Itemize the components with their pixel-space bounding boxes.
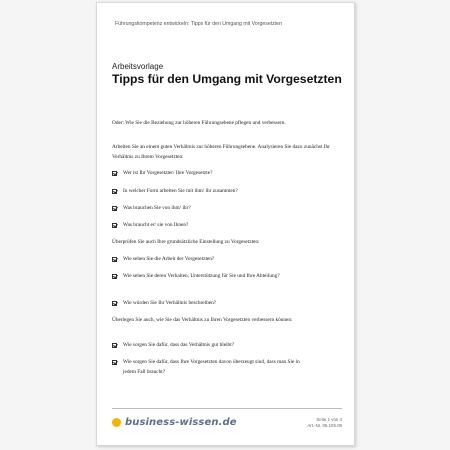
checkbox-icon xyxy=(112,189,117,194)
section-2-intro: Überprüfen Sie auch Ihre grundsätzliche Einstellung zu Vorgesetzten: xyxy=(112,239,260,245)
logo-dot-icon xyxy=(112,418,121,427)
page-info xyxy=(307,417,342,429)
logo-text: business-wissen.de xyxy=(125,417,237,428)
document-page xyxy=(96,2,355,446)
checklist-item: Wie würden Sie Ihr Verhältnis beschreiben? xyxy=(112,299,337,309)
checklist-item: Wie sorgen Sie dafür, dass Ihre Vorgesetzten davon überzeugt sind, dass man Sie in jedem Fall braucht? xyxy=(112,358,307,377)
intro-paragraph-2: Arbeiten Sie an einem guten Verhältnis zur höheren Führungsebene. Analysieren Sie dazu zunächst Ihr Verhältnis zu Ihrem Vorgesetzten: xyxy=(112,144,330,160)
checklist-item: Wie sorgen Sie dafür, dass das Verhältnis gut bleibt? xyxy=(112,341,337,351)
document-title: Tipps für den Umgang mit Vorgesetzten xyxy=(112,72,342,86)
footer-divider xyxy=(112,408,342,409)
article-number: Art.-Nr. 06.105.08 xyxy=(307,423,342,428)
checklist-item: Wie sehen Sie deren Verhalten, Unterstützung für Sie und Ihre Abteilung? xyxy=(112,272,282,282)
document-label: Arbeitsvorlage xyxy=(112,62,164,71)
checkbox-icon xyxy=(112,274,117,279)
intro-paragraph-1: Oder: Wie Sie die Beziehung zur höheren Führungsebene pflegen und verbessern. xyxy=(112,120,286,126)
checklist-item: Wie sehen Sie die Arbeit der Vorgesetzten? xyxy=(112,255,337,265)
page-number: Seite 1 von 4 xyxy=(316,417,342,422)
checkbox-icon xyxy=(112,301,117,306)
checklist-item: Was braucht er/ sie von Ihnen? xyxy=(112,221,337,231)
running-header: Führungskompetenz entwickeln: Tipps für den Umgang mit Vorgesetzten xyxy=(115,21,282,27)
section-3-intro: Überlegen Sie auch, wie Sie das Verhältnis zu Ihren Vorgesetzten verbessern können: xyxy=(112,317,293,323)
checkbox-icon xyxy=(112,257,117,262)
checkbox-icon xyxy=(112,343,117,348)
checkbox-icon xyxy=(112,223,117,228)
checklist-item: Wer ist Ihr Vorgesetzter/ Ihre Vorgesetzte? xyxy=(112,169,337,179)
checkbox-icon xyxy=(112,171,117,176)
checklist-item: In welcher Form arbeiten Sie mit ihm/ ihr zusammen? xyxy=(112,187,337,197)
checkbox-icon xyxy=(112,206,117,211)
business-wissen-logo xyxy=(112,417,237,428)
checkbox-icon xyxy=(112,360,117,365)
checklist-item: Was brauchen Sie von ihm/ ihr? xyxy=(112,204,337,214)
